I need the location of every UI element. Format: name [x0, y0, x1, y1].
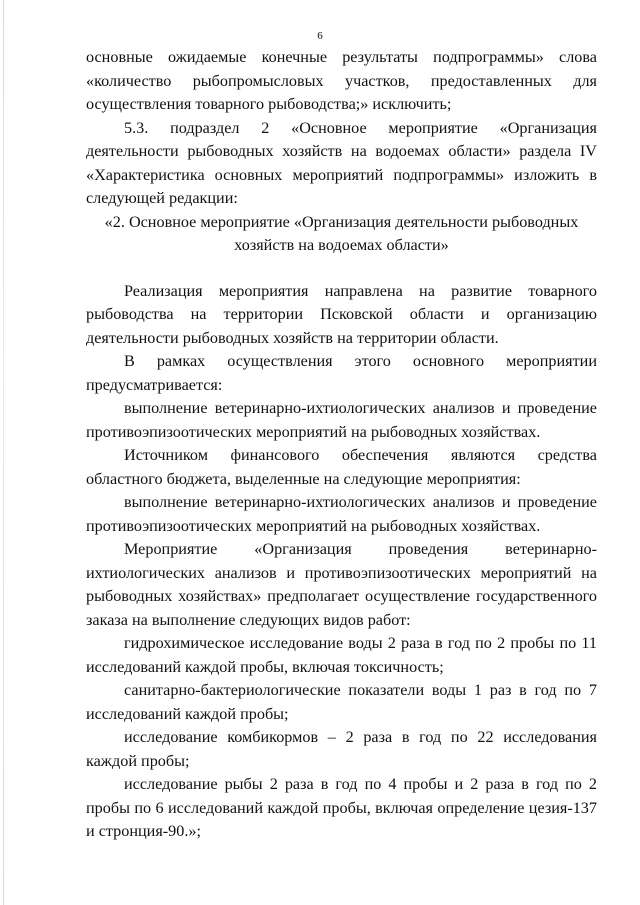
paragraph-3: Реализация мероприятия направлена на развитие товарного рыбоводства на территории Псковской области и организацию деятельности рыбоводных хозяйств на территории области. [86, 281, 597, 347]
paragraph-10: санитарно-бактериологические показатели воды 1 раз в год по 7 исследований каждой пробы; [86, 681, 597, 723]
paragraph-11: исследование комбикормов – 2 раза в год по 22 исследования каждой пробы; [86, 728, 597, 770]
page-number: 6 [317, 30, 323, 42]
paragraph-6: Источником финансового обеспечения являются средства областного бюджета, выделенные на следующие мероприятия: [86, 446, 597, 488]
paragraph-1: основные ожидаемые конечные результаты подпрограммы» слова «количество рыбопромысловых участков, предоставленных для осуществления товарного рыбоводства;» исключить; [86, 48, 597, 113]
paragraph-8: Мероприятие «Организация проведения ветеринарно-ихтиологических анализов и противоэпизоотических мероприятий на рыбоводных хозяйствах» предполагает осуществление государственного заказа на выполнение следующих видов работ: [86, 540, 597, 629]
paragraph-4: В рамках осуществления этого основного мероприятии предусматривается: [86, 352, 597, 394]
paragraph-5: выполнение ветеринарно-ихтиологических анализов и проведение противоэпизоотических мероприятий на рыбоводных хозяйствах. [86, 399, 597, 441]
paragraph-12: исследование рыбы 2 раза в год по 4 пробы и 2 раза в год по 2 пробы по 6 исследований каждой пробы, включая определение цезия-137 и стронция-90.»; [86, 775, 597, 840]
paragraph-9: гидрохимическое исследование воды 2 раза в год по 2 пробы по 11 исследований каждой пробы, включая токсичность; [86, 634, 597, 676]
spacer [86, 258, 597, 280]
document-body [86, 46, 597, 844]
section-heading-line-1: «2. Основное мероприятие «Организация деятельности рыбоводных [104, 212, 579, 231]
paragraph-2: 5.3. подраздел 2 «Основное мероприятие «Организация деятельности рыбоводных хозяйств на водоемах области» раздела IV «Характеристика основных мероприятий подпрограммы» изложить в следующей редакции: [86, 118, 597, 207]
section-heading-line-2: хозяйств на водоемах области» [234, 236, 449, 254]
section-heading [86, 211, 597, 258]
paragraph-7: выполнение ветеринарно-ихтиологических анализов и проведение противоэпизоотических мероприятий на рыбоводных хозяйствах. [86, 493, 597, 535]
scan-edge-line [3, 0, 4, 905]
